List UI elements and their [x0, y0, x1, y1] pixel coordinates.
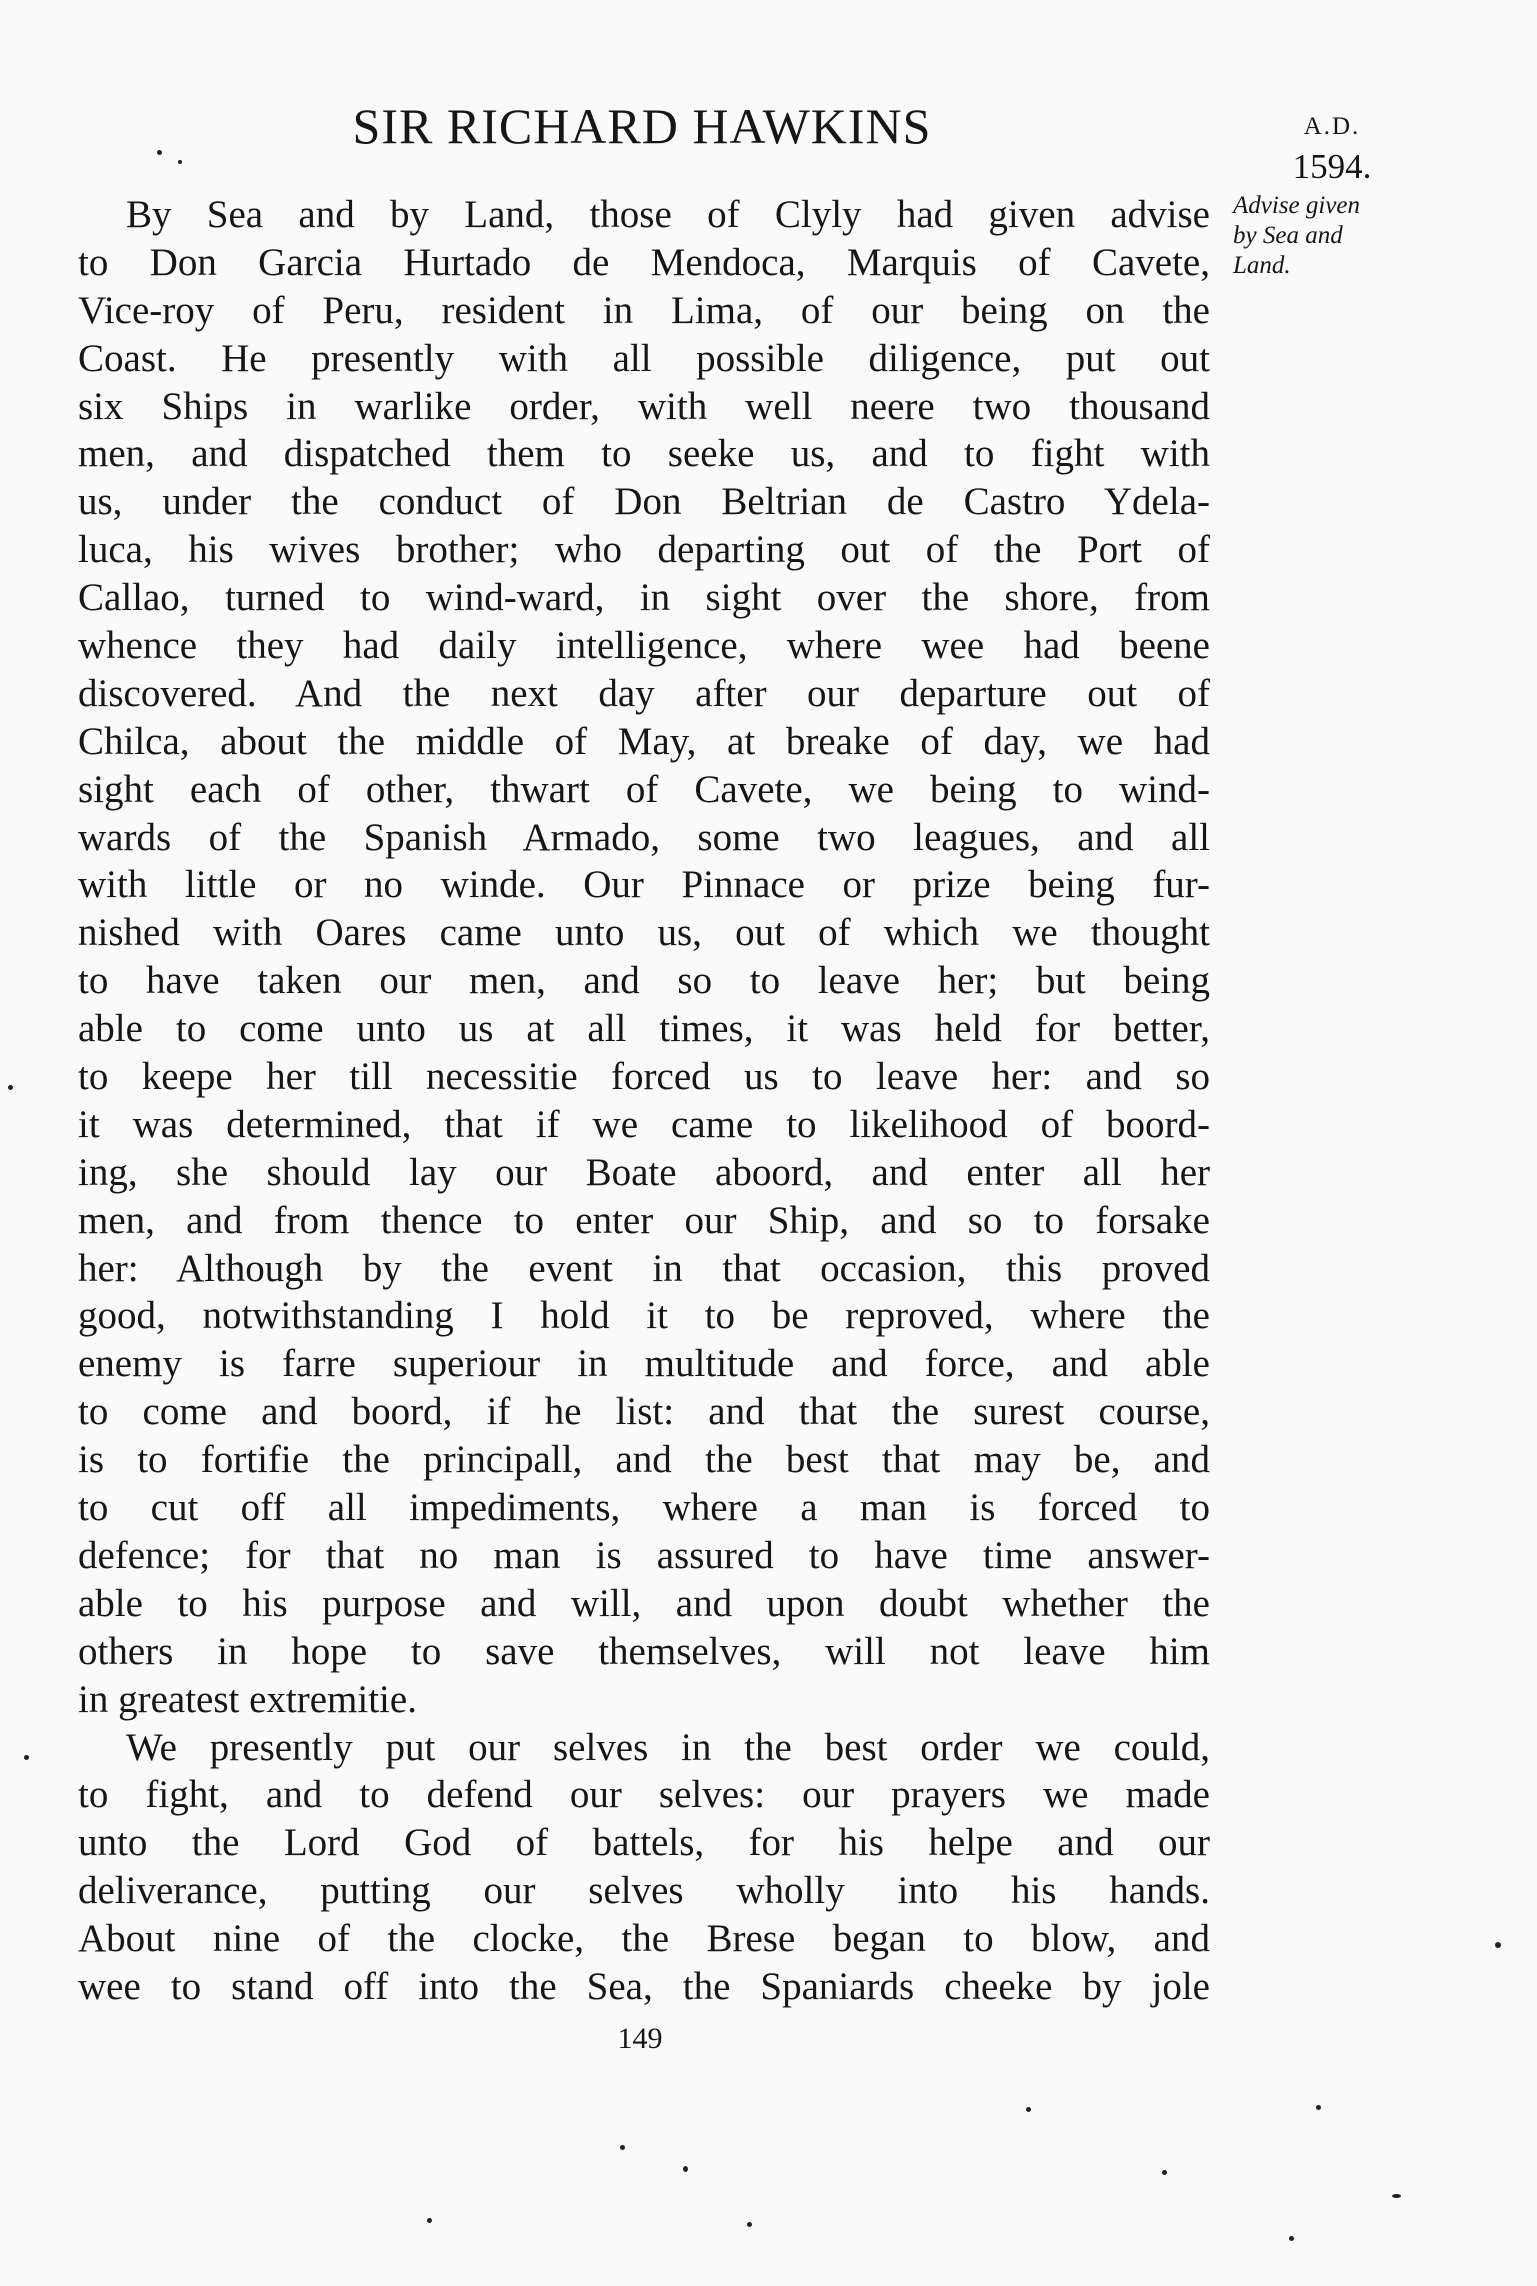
side-note-line: Advise given — [1233, 192, 1361, 219]
text-line: wards of the Spanish Armado, some two leagues, and all — [78, 815, 1210, 859]
paragraph-1 — [78, 191, 1210, 1724]
scan-speck — [1026, 2107, 1031, 2112]
text-line: We presently put our selves in the best order we could, — [126, 1725, 1210, 1769]
text-line: six Ships in warlike order, with well neere two thousand — [78, 384, 1210, 428]
margin-date-year: 1594. — [1292, 147, 1372, 186]
scan-speck — [683, 2166, 688, 2172]
text-line: enemy is farre superiour in multitude and force, and able — [78, 1342, 1210, 1386]
text-line: good, notwithstanding I hold it to be reproved, where the — [78, 1294, 1210, 1338]
scan-speck — [747, 2222, 752, 2227]
text-line: others in hope to save themselves, will not leave him — [78, 1629, 1210, 1673]
text-line: to cut off all impediments, where a man is forced to — [78, 1486, 1210, 1530]
text-line: wee to stand off into the Sea, the Spaniards cheeke by jole — [78, 1964, 1210, 2008]
side-note-line: by Sea and — [1233, 222, 1343, 249]
text-line: to keepe her till necessitie forced us to leave her: and so — [78, 1055, 1210, 1099]
text-line: Vice-roy of Peru, resident in Lima, of our being on the — [78, 288, 1210, 332]
text-line: ing, she should lay our Boate aboord, and enter all her — [78, 1150, 1210, 1194]
scan-speck — [1316, 2105, 1321, 2110]
text-line: to have taken our men, and so to leave her; but being — [78, 959, 1210, 1003]
text-line: with little or no winde. Our Pinnace or prize being fur- — [78, 863, 1210, 907]
running-head: SIR RICHARD HAWKINS — [352, 98, 932, 154]
text-line: men, and dispatched them to seeke us, and to fight with — [78, 432, 1210, 476]
text-line: her: Although by the event in that occasion, this proved — [78, 1246, 1210, 1290]
text-line: to come and boord, if he list: and that the surest course, — [78, 1390, 1210, 1434]
side-note — [1233, 191, 1443, 281]
paragraph-2 — [78, 1724, 1210, 2011]
text-line: is to fortifie the principall, and the best that may be, and — [78, 1438, 1210, 1482]
text-line: sight each of other, thwart of Cavete, we being to wind- — [78, 767, 1210, 811]
text-line: men, and from thence to enter our Ship, and so to forsake — [78, 1198, 1210, 1242]
margin-date — [1262, 110, 1402, 190]
margin-date-era: A.D. — [1303, 113, 1361, 140]
page-number: 149 — [617, 2022, 663, 2055]
text-line: defence; for that no man is assured to have time answer- — [78, 1533, 1210, 1577]
text-line: By Sea and by Land, those of Clyly had given advise — [126, 193, 1210, 236]
scan-speck — [1495, 1942, 1501, 1948]
text-line: unto the Lord God of battels, for his helpe and our — [78, 1821, 1210, 1865]
text-line: able to come unto us at all times, it was held for better, — [78, 1007, 1210, 1051]
scan-speck — [427, 2218, 432, 2223]
text-line: in greatest extremitie. — [78, 1677, 417, 1721]
text-line: Chilca, about the middle of May, at breake of day, we had — [78, 719, 1210, 763]
text-line: us, under the conduct of Don Beltrian de Castro Ydela- — [78, 480, 1210, 524]
text-line: deliverance, putting our selves wholly into his hands. — [78, 1869, 1210, 1913]
scan-speck — [1289, 2236, 1294, 2241]
text-line: About nine of the clocke, the Brese began to blow, and — [78, 1917, 1210, 1961]
scan-speck — [1162, 2170, 1167, 2175]
text-line: able to his purpose and will, and upon doubt whether the — [78, 1581, 1210, 1625]
text-line: discovered. And the next day after our departure out of — [78, 671, 1210, 715]
text-line: to fight, and to defend our selves: our prayers we made — [78, 1773, 1210, 1817]
text-line: nished with Oares came unto us, out of which we thought — [78, 911, 1210, 955]
text-line: Callao, turned to wind-ward, in sight over the shore, from — [78, 576, 1210, 620]
scan-speck — [620, 2145, 625, 2150]
side-note-line: Land. — [1233, 252, 1291, 279]
text-line: it was determined, that if we came to likelihood of boord- — [78, 1102, 1210, 1146]
scan-speck — [8, 1085, 13, 1090]
text-line: whence they had daily intelligence, where wee had beene — [78, 624, 1210, 668]
scan-speck — [24, 1755, 29, 1760]
text-line: Coast. He presently with all possible diligence, put out — [78, 336, 1210, 380]
body-text — [78, 191, 1210, 2011]
text-line: to Don Garcia Hurtado de Mendoca, Marquis of Cavete, — [78, 240, 1210, 284]
scan-speck — [178, 160, 182, 164]
scan-speck — [1392, 2194, 1401, 2198]
scan-speck — [157, 150, 162, 155]
text-line: luca, his wives brother; who departing out of the Port of — [78, 528, 1210, 572]
